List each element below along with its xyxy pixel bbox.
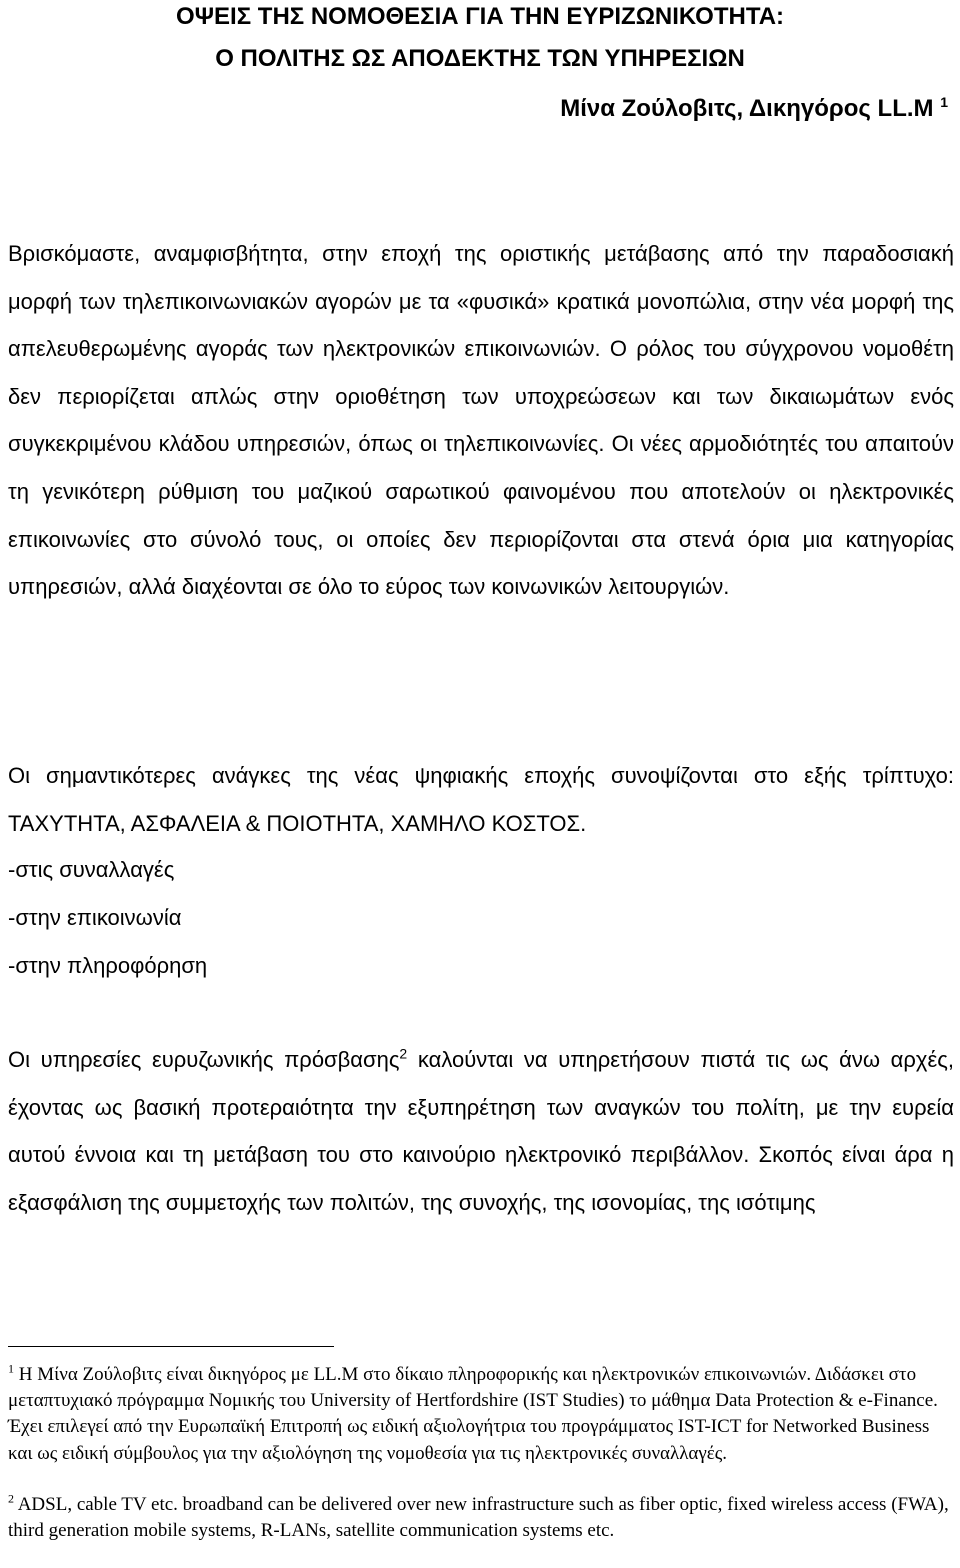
list-item: -στην πληροφόρηση [8, 953, 208, 978]
author-name: Μίνα Ζούλοβιτς, Δικηγόρος LL.M [560, 95, 934, 122]
body-paragraph-3 [8, 1036, 954, 1226]
document-title-line-2: Ο ΠΟΛΙΤΗΣ ΩΣ ΑΠΟΔΕΚΤΗΣ ΤΩΝ ΥΠΗΡΕΣΙΩΝ [215, 45, 745, 72]
body-paragraph-2: Οι σημαντικότερες ανάγκες της νέας ψηφιακής εποχής συνοψίζονται στο εξής τρίπτυχο: ΤΑΧΥΤΗΤΑ, ΑΣΦΑΛΕΙΑ & ΠΟΙΟΤΗΤΑ, ΧΑΜΗΛΟ ΚΟΣΤΟΣ. [8, 763, 954, 836]
document-title-line-1: ΟΨΕΙΣ ΤΗΣ ΝΟΜΟΘΕΣΙΑ ΓΙΑ ΤΗΝ ΕΥΡΙΖΩΝΙΚΟΤΗΤΑ: [175, 3, 785, 30]
footnote-2 [8, 1492, 954, 1544]
footnote-number: 1 [8, 1361, 14, 1376]
footnote-ref-1: 1 [940, 94, 948, 110]
footnote-text: Η Μίνα Ζούλοβιτς είναι δικηγόρος με LL.M στο δίκαιο πληροφορικής και ηλεκτρονικών επικοινωνιών. Διδάσκει στο μεταπτυχιακό πρόγραμμα Νομικής του University of Hertfordshire (IST Studies) το μάθημα Data Protection & e-Finance. Έχει επιλεγεί από την Ευρωπαϊκή Επιτροπή ως ειδική αξιολογήτρια του προγράμματος IST-ICT for Networked Business και ως ειδική σύμβουλος για την αξιολόγηση της νομοθεσία για τις ηλεκτρονικές συναλλαγές. [8, 1364, 938, 1464]
paragraph-3-rest: καλούνται να υπηρετήσουν πιστά τις ως άνω αρχές, έχοντας ως βασική προτεραιότητα την εξυπηρέτηση των αναγκών του πολίτη, με την ευρεία αυτού έννοια και τη μετάβαση του στο καινούριο ηλεκτρονικό περιβάλλον. Σκοπός είναι άρα η εξασφάλιση της συμμετοχής των πολιτών, της συνοχής, της ισονομίας, της ισότιμης [8, 1047, 954, 1215]
footnote-1 [8, 1362, 954, 1467]
body-paragraph-1: Βρισκόμαστε, αναμφισβήτητα, στην εποχή της οριστικής μετάβασης από την παραδοσιακή μορφή των τηλεπικοινωνιακών αγορών με τα «φυσικά» κρατικά μονοπώλια, στην νέα μορφή της απελευθερωμένης αγοράς των ηλεκτρονικών επικοινωνιών. Ο ρόλος του σύγχρονου νομοθέτη δεν περιορίζεται απλώς στην οριοθέτηση των υποχρεώσεων και των δικαιωμάτων ενός συγκεκριμένου κλάδου υπηρεσιών, όπως οι τηλεπικοινωνίες. Οι νέες αρμοδιότητές του απαιτούν τη γενικότερη ρύθμιση του μαζικού σαρωτικού φαινομένου που αποτελούν οι ηλεκτρονικές επικοινωνίες στο σύνολό τους, οι οποίες δεν περιορίζονται στα στενά όρια μια κατηγορίας υπηρεσιών, αλλά διαχέονται σε όλο το εύρος των κοινωνικών λειτουργιών. [8, 241, 954, 600]
footnote-separator [8, 1346, 334, 1347]
footnote-text: ADSL, cable TV etc. broadband can be delivered over new infrastructure such as fiber optic, fixed wireless access (FWA), third generation mobile systems, R-LANs, satellite communication systems etc. [8, 1494, 949, 1542]
footnote-ref-2: 2 [399, 1045, 408, 1062]
author-line [560, 94, 948, 124]
list-item: -στην επικοινωνία [8, 905, 182, 930]
footnote-number: 2 [8, 1491, 14, 1506]
list-item: -στις συναλλαγές [8, 857, 175, 882]
paragraph-3-start: Οι υπηρεσίες ευρυζωνικής πρόσβασης [8, 1047, 400, 1072]
